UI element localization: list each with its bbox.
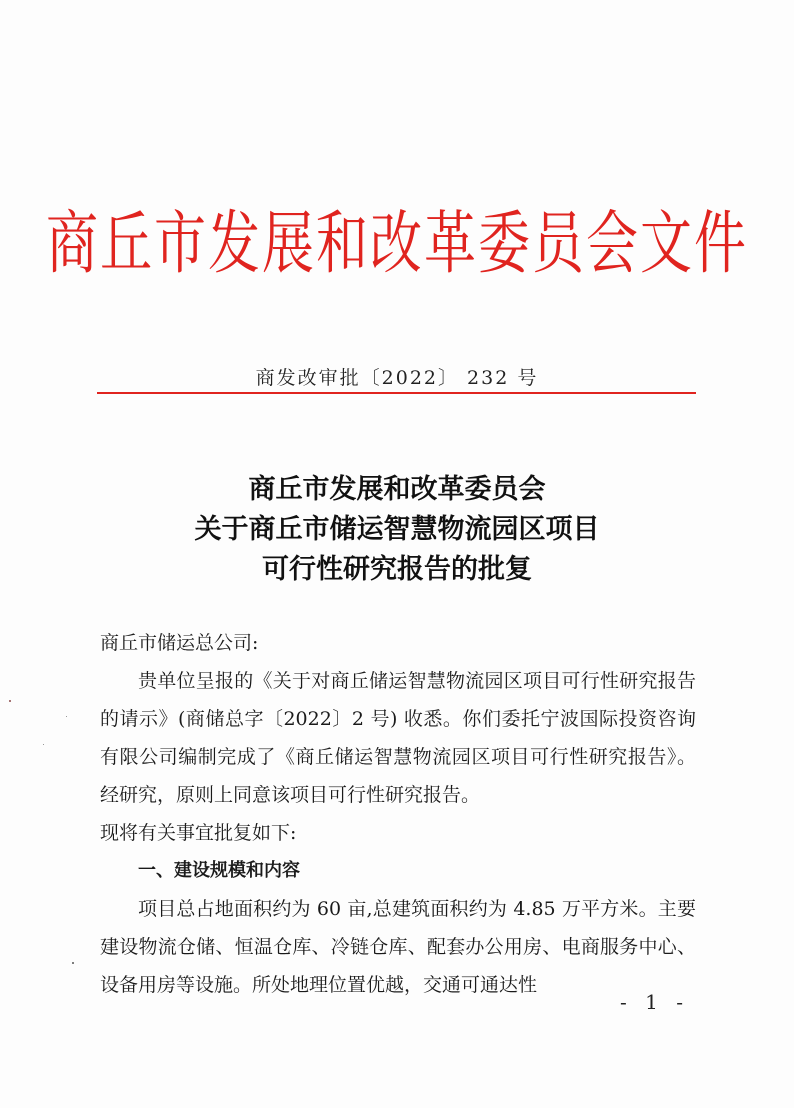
- red-divider-line: [97, 392, 696, 394]
- scan-speck: [66, 716, 67, 717]
- paragraph-project-scale: 项目总占地面积约为 60 亩,总建筑面积约为 4.85 万平方米。主要建设物流仓储、恒温仓库、冷链仓库、配套办公用房、电商服务中心、设备用房等设施。所处地理位置优越，交通可通达性: [100, 898, 696, 996]
- title-line-3: 可行性研究报告的批复: [262, 554, 532, 585]
- scan-speck: [72, 962, 74, 964]
- scan-speck: [43, 744, 44, 745]
- agency-letterhead-title: 商丘市发展和改革委员会文件: [45, 205, 748, 285]
- section-heading-scale-content: 一、建设规模和内容: [138, 860, 300, 881]
- scan-speck: [9, 700, 11, 702]
- addressee: 商丘市储运总公司:: [100, 632, 259, 654]
- title-line-2: 关于商丘市储运智慧物流园区项目: [194, 514, 600, 545]
- page-number: - 1 -: [620, 990, 689, 1014]
- document-body: [100, 624, 696, 1004]
- title-line-1: 商丘市发展和改革委员会: [248, 474, 546, 505]
- document-number: 商发改审批〔2022〕 232 号: [255, 367, 539, 389]
- paragraph-reply-intro: 现将有关事宜批复如下:: [100, 822, 297, 844]
- document-title: [0, 470, 794, 590]
- paragraph-request-received: 贵单位呈报的《关于对商丘储运智慧物流园区项目可行性研究报告的请示》(商储总字〔2022〕2 号) 收悉。你们委托宁波国际投资咨询有限公司编制完成了《商丘储运智慧物流园区项目可行性研究报告》。经研究，原则上同意该项目可行性研究报告。: [100, 670, 696, 806]
